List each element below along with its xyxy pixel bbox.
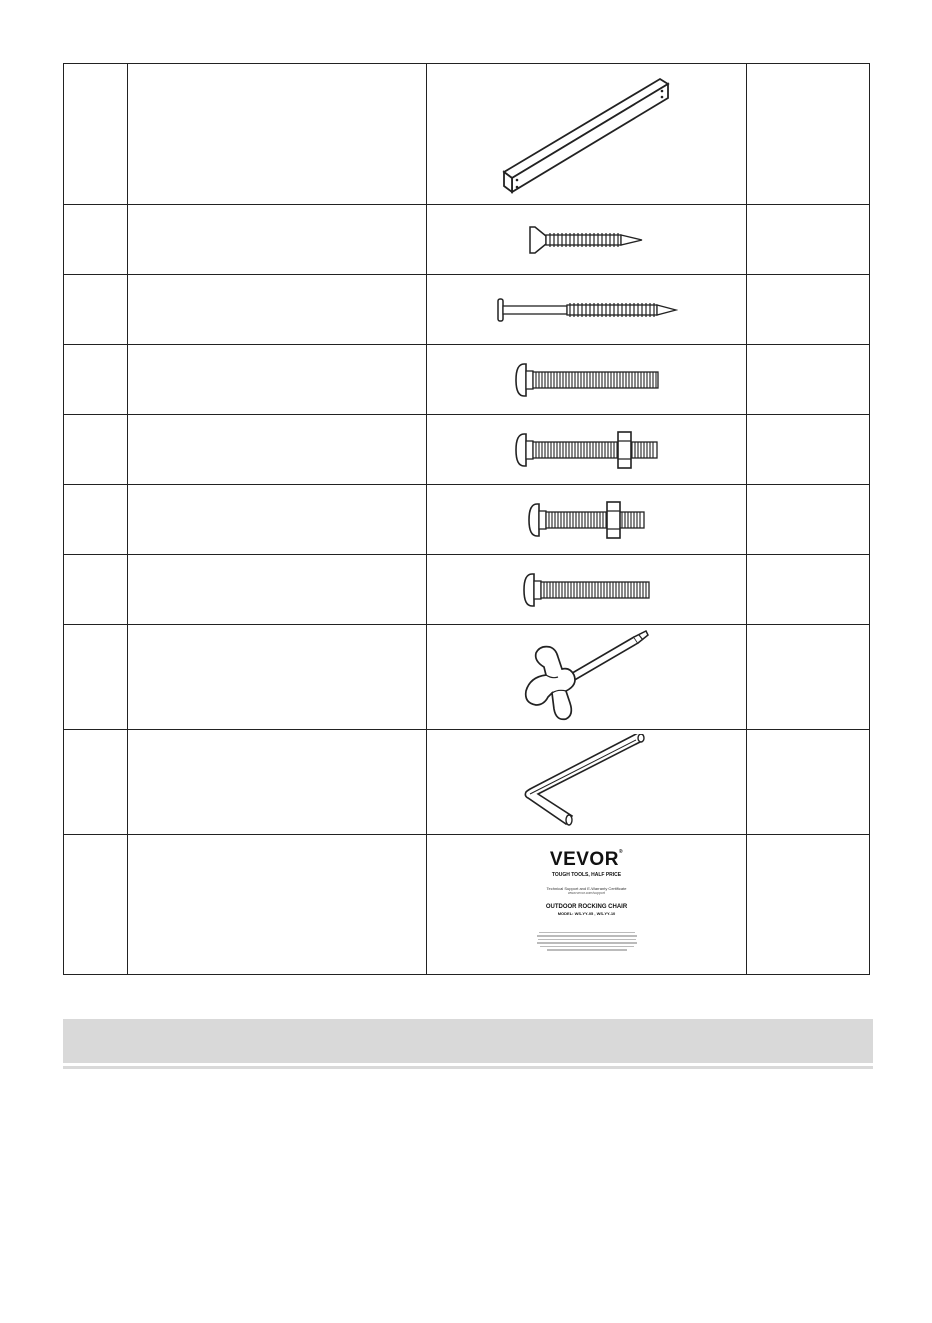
manual-tagline: TOUGH TOOLS, HALF PRICE <box>551 871 622 878</box>
part-number-cell <box>64 415 128 485</box>
long-bolt-icon <box>514 360 660 400</box>
part-picture-cell <box>427 555 747 625</box>
long-bolt-with-nut-icon <box>514 429 660 471</box>
section-header-bar <box>63 1019 873 1063</box>
part-number-cell <box>64 625 128 730</box>
hex-key-icon <box>522 734 652 830</box>
part-number-cell <box>64 275 128 345</box>
part-quantity-cell <box>747 835 870 975</box>
part-description-cell <box>128 485 427 555</box>
part-quantity-cell <box>747 415 870 485</box>
part-description-cell <box>128 625 427 730</box>
wooden-plank-icon <box>502 74 672 194</box>
medium-bolt-icon <box>522 570 652 610</box>
part-picture-cell <box>427 835 747 975</box>
part-quantity-cell <box>747 485 870 555</box>
manual-support-line: Technical Support and E-Warranty Certificate <box>546 885 627 891</box>
manual-url: www.vevor.com/support <box>568 890 605 895</box>
manual-brand-logo <box>531 849 643 871</box>
manual-product-title: OUTDOOR ROCKING CHAIR <box>545 903 628 910</box>
part-description-cell <box>128 275 427 345</box>
part-description-cell <box>128 205 427 275</box>
part-picture-cell <box>427 415 747 485</box>
part-picture-cell <box>427 64 747 205</box>
part-quantity-cell <box>747 64 870 205</box>
part-picture-cell <box>427 625 747 730</box>
part-number-cell <box>64 64 128 205</box>
t-handle-screwdriver-icon <box>522 629 652 725</box>
part-picture-cell <box>427 730 747 835</box>
table-row <box>64 555 870 625</box>
part-description-cell <box>128 64 427 205</box>
part-description-cell <box>128 555 427 625</box>
part-picture-cell <box>427 205 747 275</box>
table-row <box>64 345 870 415</box>
manual-fine-print <box>537 932 637 951</box>
long-wood-screw-icon <box>496 296 678 324</box>
table-row <box>64 835 870 975</box>
table-row <box>64 730 870 835</box>
part-description-cell <box>128 835 427 975</box>
part-number-cell <box>64 835 128 975</box>
part-description-cell <box>128 415 427 485</box>
table-row <box>64 415 870 485</box>
section-divider <box>63 1066 873 1069</box>
manual-brand: VEVOR <box>549 848 619 870</box>
instruction-manual-icon <box>531 849 643 969</box>
part-picture-cell <box>427 345 747 415</box>
parts-table <box>63 63 870 975</box>
table-row <box>64 275 870 345</box>
table-row <box>64 485 870 555</box>
part-quantity-cell <box>747 275 870 345</box>
part-description-cell <box>128 730 427 835</box>
part-number-cell <box>64 555 128 625</box>
part-quantity-cell <box>747 555 870 625</box>
table-row <box>64 625 870 730</box>
manual-registered-mark: ® <box>618 848 624 855</box>
part-picture-cell <box>427 275 747 345</box>
part-number-cell <box>64 345 128 415</box>
part-quantity-cell <box>747 625 870 730</box>
part-description-cell <box>128 345 427 415</box>
table-row <box>64 205 870 275</box>
part-quantity-cell <box>747 345 870 415</box>
part-picture-cell <box>427 485 747 555</box>
manual-model: MODEL: WS-YY-05 , WS-YY-10 <box>557 910 616 916</box>
table-row <box>64 64 870 205</box>
part-number-cell <box>64 730 128 835</box>
part-number-cell <box>64 485 128 555</box>
part-quantity-cell <box>747 730 870 835</box>
part-number-cell <box>64 205 128 275</box>
short-bolt-with-nut-icon <box>527 499 647 541</box>
part-quantity-cell <box>747 205 870 275</box>
flat-head-wood-screw-icon <box>527 225 647 255</box>
